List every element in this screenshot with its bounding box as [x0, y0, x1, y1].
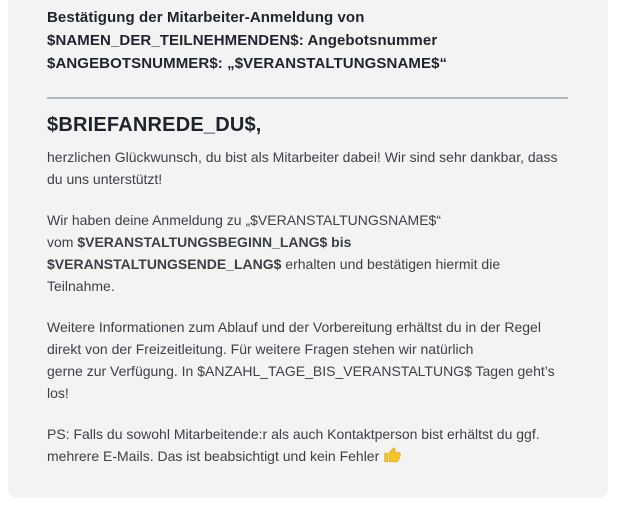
email-content: [8, 0, 608, 467]
text-run: direkt von der Freizeitleitung. Für weitere Fragen stehen wir natürlich: [47, 341, 474, 357]
text-line: [47, 209, 568, 231]
email-preview-card: [8, 0, 608, 498]
text-run: los!: [47, 385, 69, 401]
divider: [47, 97, 568, 99]
text-line: [47, 275, 568, 297]
text-run: Teilnahme.: [47, 278, 115, 294]
text-line: [47, 445, 568, 467]
text-line: [47, 168, 568, 190]
email-subject: [47, 6, 568, 75]
subject-line: $ANGEBOTSNUMMER$: „$VERANSTALTUNGSNAME$“: [47, 55, 448, 72]
subject-line: $NAMEN_DER_TEILNEHMENDEN$: Angebotsnummer: [47, 32, 438, 49]
text-run: PS: Falls du sowohl Mitarbeitende:r als auch Kontaktperson bist erhältst du ggf.: [47, 426, 540, 442]
paragraph: [47, 209, 568, 297]
text-line: [47, 231, 568, 253]
text-run: vom: [47, 234, 78, 250]
text-run: gerne zur Verfügung. In $ANZAHL_TAGE_BIS_VERANSTALTUNG$ Tagen geht’s: [47, 363, 555, 379]
text-line: [47, 360, 568, 382]
text-line: [47, 423, 568, 445]
paragraph: [47, 146, 568, 190]
subject-line: Bestätigung der Mitarbeiter-Anmeldung von: [47, 9, 365, 26]
text-run: mehrere E-Mails. Das ist beabsichtigt und kein Fehler: [47, 448, 380, 464]
text-run: erhalten und bestätigen hiermit die: [281, 256, 501, 272]
paragraph: [47, 423, 568, 467]
text-line: [47, 338, 568, 360]
text-run: herzlichen Glückwunsch, du bist als Mitarbeiter dabei! Wir sind sehr dankbar, dass: [47, 149, 558, 165]
salutation-heading: $BRIEFANREDE_DU$,: [47, 114, 262, 136]
text-line: [47, 146, 568, 168]
bold-text-run: $VERANSTALTUNGSENDE_LANG$: [47, 256, 282, 272]
text-line: [47, 382, 568, 404]
paragraph: [47, 316, 568, 404]
text-line: [47, 253, 568, 275]
text-run: Wir haben deine Anmeldung zu „$VERANSTALTUNGSNAME$“: [47, 212, 441, 228]
thumbs-up-icon: [384, 447, 401, 464]
bold-text-run: $VERANSTALTUNGSBEGINN_LANG$ bis: [77, 234, 352, 250]
text-line: [47, 316, 568, 338]
text-run: Weitere Informationen zum Ablauf und der Vorbereitung erhältst du in der Regel: [47, 319, 541, 335]
text-run: du uns unterstützt!: [47, 171, 163, 187]
email-body: [47, 146, 568, 467]
